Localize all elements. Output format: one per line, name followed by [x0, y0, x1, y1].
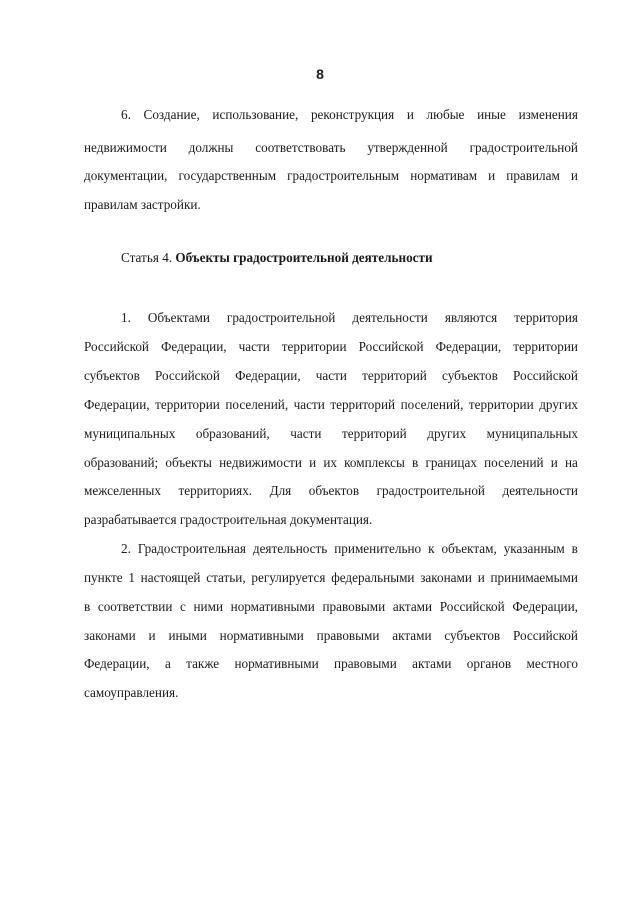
word: регулируется — [251, 570, 326, 585]
word: в — [84, 599, 91, 614]
word: муниципальных — [84, 426, 176, 441]
word: Российской — [512, 368, 578, 383]
word: территории — [468, 397, 534, 412]
word: деятельности — [352, 310, 428, 325]
word: законами — [84, 628, 136, 643]
word: межселенных — [84, 483, 161, 498]
p1-line-6 — [84, 455, 578, 471]
word: реконструкция — [310, 107, 395, 122]
word: и — [406, 107, 414, 122]
p1-line-7 — [84, 483, 578, 499]
word: законами — [420, 570, 472, 585]
word: территорий — [362, 368, 427, 383]
word: использование, — [212, 107, 299, 122]
word: территориях. — [178, 483, 253, 498]
p2-line-2 — [84, 570, 578, 586]
word: актами — [392, 599, 433, 614]
word: 1 — [128, 570, 135, 585]
word: Федерации, — [435, 339, 502, 354]
word: и — [309, 455, 317, 470]
p2-line-6: самоуправления. — [84, 685, 179, 700]
word: образований; — [84, 455, 159, 470]
p6-line-3 — [84, 168, 578, 184]
word: а — [164, 656, 171, 671]
word: Федерации, — [235, 368, 301, 383]
word: Объектами — [147, 310, 210, 325]
word: Федерации, — [512, 599, 578, 614]
word: являются — [444, 310, 498, 325]
word: соответствии — [97, 599, 173, 614]
p6-line-2 — [84, 140, 578, 156]
word: Градостроительная — [137, 541, 246, 556]
word: органов — [466, 656, 512, 671]
p6-line-4: правилам застройки. — [84, 197, 201, 212]
p2-line-5 — [84, 656, 578, 672]
word: и — [550, 455, 558, 470]
word: части — [315, 368, 347, 383]
word: нормативам — [410, 168, 478, 183]
word: субъектов — [84, 368, 140, 383]
word: объектам, — [441, 541, 497, 556]
word: указанным — [503, 541, 565, 556]
word: территории — [155, 397, 220, 412]
word: и — [148, 628, 156, 643]
word: применительно — [334, 541, 422, 556]
p1-line-3 — [84, 368, 578, 384]
word: территории — [513, 339, 578, 354]
word: государственным — [178, 168, 277, 183]
p1-line-5 — [84, 426, 578, 442]
p2-line-3 — [84, 599, 578, 615]
word: муниципальных — [486, 426, 578, 441]
p2-line-1 — [121, 541, 578, 557]
word: других — [539, 397, 578, 412]
word: и — [477, 570, 485, 585]
word: правилам — [506, 168, 560, 183]
word: также — [186, 656, 220, 671]
word: изменения — [518, 107, 578, 122]
word: территорий — [330, 397, 396, 412]
word: недвижимости — [219, 455, 302, 470]
word: в — [571, 541, 578, 556]
word: деятельности — [502, 483, 578, 498]
word: градостроительной — [226, 310, 336, 325]
word: нормативными — [219, 628, 304, 643]
word: в — [412, 455, 419, 470]
word: территорий — [341, 426, 407, 441]
article-heading — [121, 250, 433, 266]
word: местного — [526, 656, 578, 671]
word: соответствовать — [255, 140, 346, 155]
word: утвержденной — [367, 140, 448, 155]
word: к — [428, 541, 435, 556]
word: недвижимости — [84, 140, 167, 155]
word: актами — [392, 628, 432, 643]
article-title: Объекты градостроительной деятельности — [175, 250, 433, 265]
word: и — [570, 168, 578, 183]
word: Российской — [358, 339, 424, 354]
word: территории — [281, 339, 347, 354]
word: части — [293, 397, 325, 412]
word: субъектов — [444, 628, 501, 643]
word: их — [323, 455, 337, 470]
word: 2. — [121, 541, 131, 556]
p1-line-2 — [84, 339, 578, 355]
word: 1. — [121, 310, 131, 325]
word: документации, — [84, 168, 168, 183]
word: территория — [514, 310, 578, 325]
word: Федерации, — [84, 656, 150, 671]
word: части — [238, 339, 270, 354]
word: федеральными — [331, 570, 415, 585]
word: на — [564, 455, 578, 470]
word: поселений, — [225, 397, 289, 412]
word: поселений, — [400, 397, 464, 412]
word: Российской — [512, 628, 578, 643]
word: части — [290, 426, 322, 441]
word: должны — [188, 140, 234, 155]
word: правовыми — [334, 656, 397, 671]
word: актами — [412, 656, 452, 671]
word: комплексы — [344, 455, 405, 470]
word: Федерации, — [161, 339, 227, 354]
p2-line-4 — [84, 628, 578, 644]
word: пункте — [84, 570, 123, 585]
p1-line-4 — [84, 397, 578, 413]
word: любые — [426, 107, 465, 122]
word: принимаемыми — [490, 570, 578, 585]
word: и — [488, 168, 496, 183]
word: Российской — [439, 599, 505, 614]
word: Создание, — [143, 107, 200, 122]
word: градостроительной — [376, 483, 485, 498]
word: ними — [193, 599, 224, 614]
word: иные — [477, 107, 506, 122]
word: границах — [425, 455, 477, 470]
p6-line-1 — [121, 107, 578, 123]
word: 6. — [121, 107, 131, 122]
word: градостроительной — [469, 140, 578, 155]
page-number: 8 — [316, 66, 324, 82]
word: других — [427, 426, 467, 441]
word: деятельность — [252, 541, 328, 556]
p1-line-8: разрабатывается градостроительная документация. — [84, 512, 373, 527]
word: настоящей — [140, 570, 201, 585]
word: Для — [269, 483, 292, 498]
word: статьи, — [206, 570, 246, 585]
word: правовыми — [322, 599, 386, 614]
word: иными — [168, 628, 207, 643]
word: правовыми — [316, 628, 380, 643]
word: объекты — [165, 455, 212, 470]
word: объектов — [308, 483, 360, 498]
word: Федерации, — [84, 397, 150, 412]
word: градостроительным — [287, 168, 400, 183]
word: нормативными — [234, 656, 319, 671]
word: поселений — [484, 455, 544, 470]
p1-line-1 — [121, 310, 578, 326]
word: образований, — [195, 426, 270, 441]
word: Российской — [154, 368, 220, 383]
article-number: Статья 4. — [121, 250, 176, 265]
word: с — [180, 599, 186, 614]
word: нормативными — [230, 599, 315, 614]
word: субъектов — [442, 368, 498, 383]
word: Российской — [84, 339, 149, 354]
